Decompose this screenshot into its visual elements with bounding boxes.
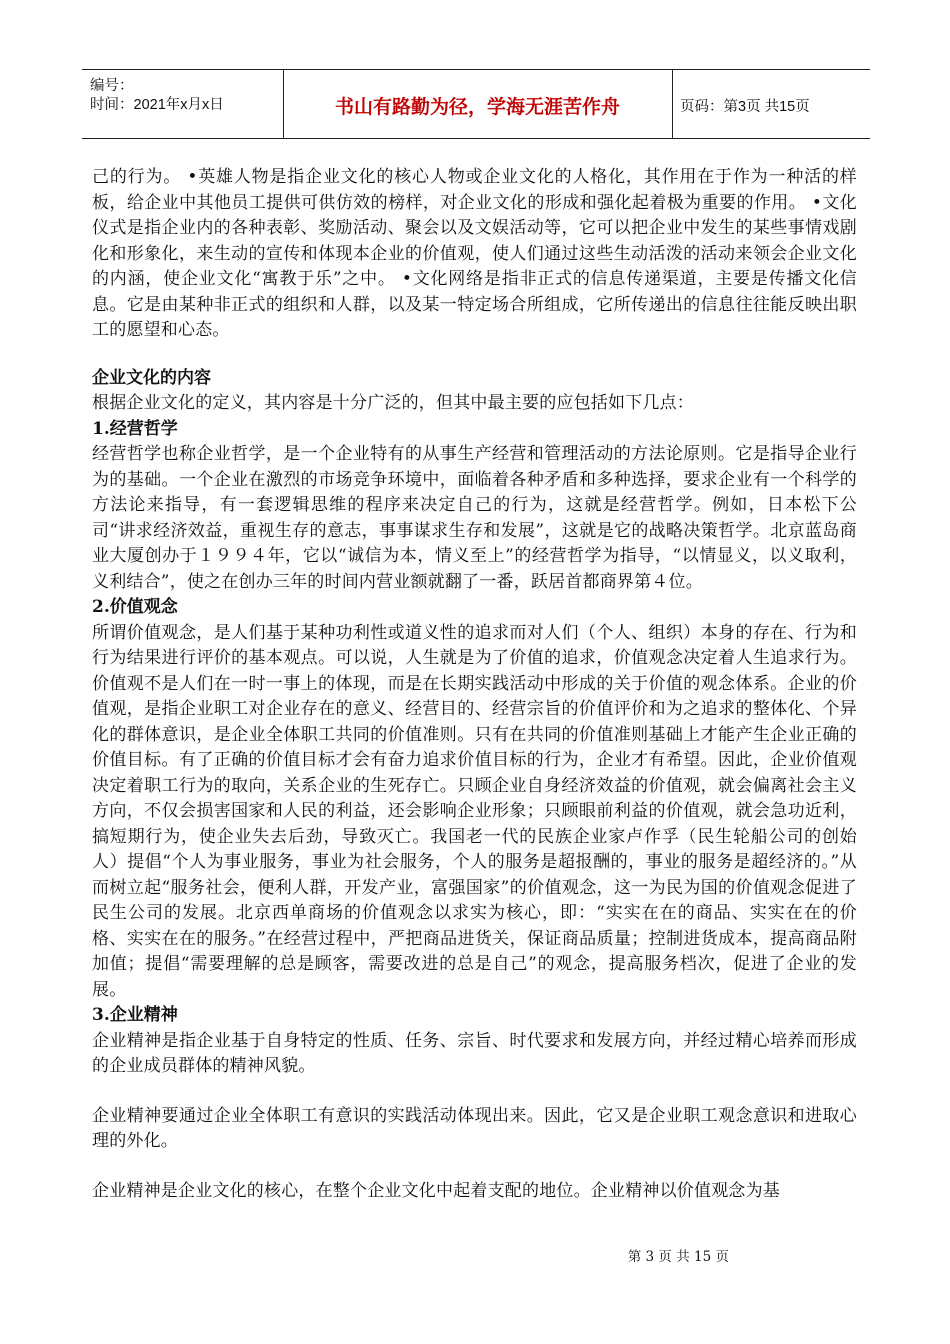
section-intro: 根据企业文化的定义，其内容是十分广泛的，但其中最主要的应包括如下几点： — [92, 393, 694, 413]
heading-business-philosophy: 1.经营哲学 — [92, 418, 178, 439]
document-body — [92, 165, 857, 1204]
heading-values: 2.价值观念 — [92, 597, 178, 617]
heading-enterprise-spirit: 3.企业精神 — [92, 1005, 178, 1025]
header-page-info: 页码：第3页 共15页 — [680, 99, 810, 115]
paragraph-business-philosophy: 经营哲学也称企业哲学，是一个企业特有的从事生产经营和管理活动的方法论原则。它是指导企业行为的基础。一个企业在激烈的市场竞争环境中，面临着各种矛盾和多种选择，要求企业有一个科学的方法论来指导，有一套逻辑思维的程序来决定自己的行为，这就是经营哲学。例如，日本松下公司“讲求经济效益，重视生存的意志，事事谋求生存和发展”，这就是它的战略决策哲学。北京蓝岛商业大厦创办于１９９４年，它以“诚信为本，情义至上”的经营哲学为指导，“以情显义，以义取利，义利结合”，使之在创办三年的时间内营业额就翻了一番，跃居首都商界第４位。 — [92, 444, 857, 592]
paragraph-spirit-practice: 企业精神要通过企业全体职工有意识的实践活动体现出来。因此，它又是企业职工观念意识和进取心理的外化。 — [92, 1105, 857, 1151]
section-title: 企业文化的内容 — [92, 367, 211, 388]
header-page-cell — [672, 70, 870, 138]
document-date-label: 时间：2021年x月x日 — [90, 97, 224, 113]
document-number-label: 编号： — [90, 78, 134, 94]
footer-page-number: 第 3 页 共 15 页 — [627, 1249, 729, 1265]
header-motto-cell — [283, 70, 673, 138]
intro-paragraph: 己的行为。 •英雄人物是指企业文化的核心人物或企业文化的人格化，其作用在于作为一种活的样板，给企业中其他员工提供可供仿效的榜样，对企业文化的形成和强化起着极为重要的作用。 •文化仪式是指企业内的各种表彰、奖励活动、聚会以及文娱活动等，它可以把企业中发生的某些事情戏剧化和形象化，来生动的宣传和体现本企业的价值观，使人们通过这些生动活泼的活动来领会企业文化的内涵，使企业文化“寓教于乐”之中。 •文化网络是指非正式的信息传递渠道，主要是传播文化信息。它是由某种非正式的组织和人群，以及某一特定场合所组成，它所传递出的信息往往能反映出职工的愿望和心态。 — [92, 167, 857, 340]
header-meta-cell — [82, 70, 284, 138]
page-header — [82, 69, 870, 139]
header-motto: 书山有路勤为径，学海无涯苦作舟 — [334, 96, 620, 118]
paragraph-spirit-core: 企业精神是企业文化的核心，在整个企业文化中起着支配的地位。企业精神以价值观念为基 — [92, 1180, 780, 1201]
paragraph-values: 所谓价值观念，是人们基于某种功利性或道义性的追求而对人们（个人、组织）本身的存在、行为和行为结果进行评价的基本观点。可以说，人生就是为了价值的追求，价值观念决定着人生追求行为。价值观不是人们在一时一事上的体现，而是在长期实践活动中形成的关于价值的观念体系。企业的价值观，是指企业职工对企业存在的意义、经营目的、经营宗旨的价值评价和为之追求的整体化、个异化的群体意识，是企业全体职工共同的价值准则。只有在共同的价值准则基础上才能产生企业正确的价值目标。有了正确的价值目标才会有奋力追求价值目标的行为，企业才有希望。因此，企业价值观决定着职工行为的取向，关系企业的生死存亡。只顾企业自身经济效益的价值观，就会偏离社会主义方向，不仅会损害国家和人民的利益，还会影响企业形象；只顾眼前利益的价值观，就会急功近利，搞短期行为，使企业失去后劲，导致灭亡。我国老一代的民族企业家卢作孚（民生轮船公司的创始人）提倡“个人为事业服务，事业为社会服务，个人的服务是超报酬的，事业的服务是超经济的。”从而树立起“服务社会，便利人群，开发产业，富强国家”的价值观念，这一为民为国的价值观念促进了民生公司的发展。北京西单商场的价值观念以求实为核心，即：“实实在在的商品、实实在在的价格、实实在在的服务。”在经营过程中，严把商品进货关，保证商品质量；控制进货成本，提高商品附加值；提倡“需要理解的总是顾客，需要改进的总是自己”的观念，提高服务档次，促进了企业的发展。 — [92, 622, 857, 1000]
paragraph-spirit-definition: 企业精神是指企业基于自身特定的性质、任务、宗旨、时代要求和发展方向，并经过精心培养而形成的企业成员群体的精神风貌。 — [92, 1030, 857, 1076]
